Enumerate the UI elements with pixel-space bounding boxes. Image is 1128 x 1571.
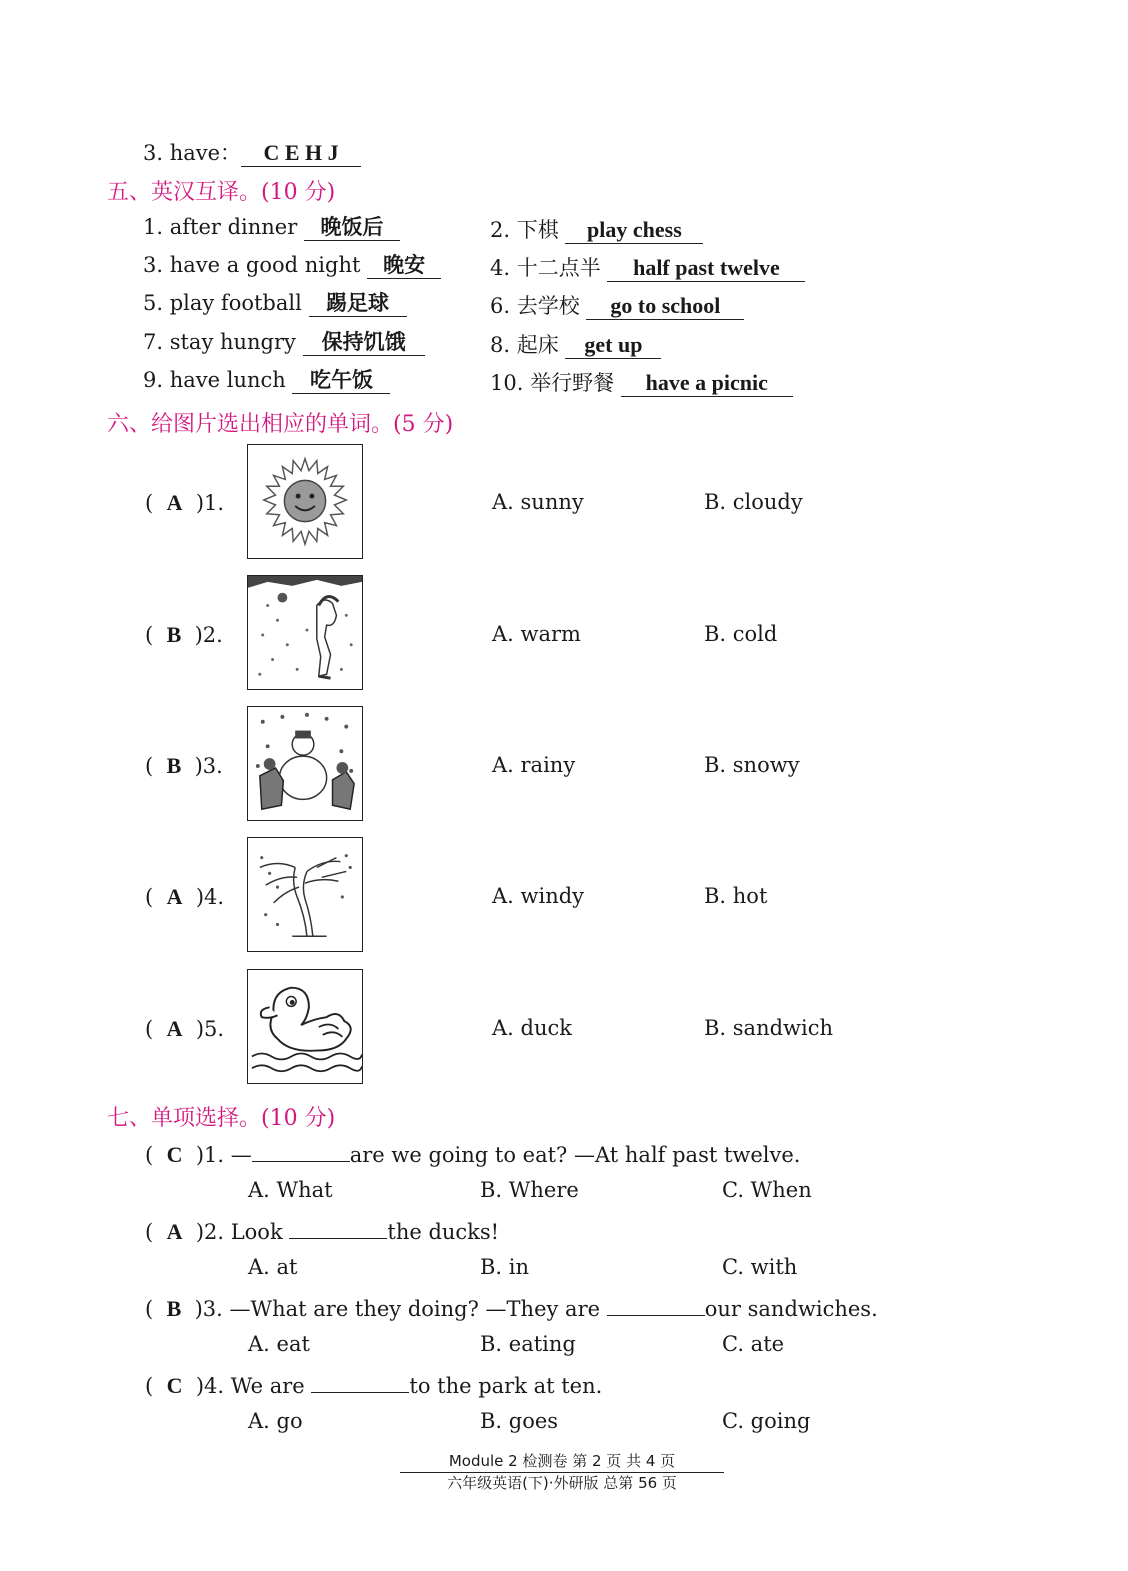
s7-q1-opt-b: B. Where (480, 1178, 579, 1202)
s6-opt-a-2: A. warm (492, 622, 581, 646)
s7-q2-pre: )2. Look (195, 1220, 283, 1244)
paren-open: ( (145, 1143, 154, 1167)
paren-open: ( (145, 885, 154, 909)
s5-q9: 9. have lunch (143, 368, 286, 392)
s6-row-3 (145, 753, 223, 779)
section6-title: 六、给图片选出相应的单词。(5 分) (107, 412, 454, 437)
s6-row-4 (145, 884, 224, 910)
snowman-icon (247, 706, 363, 821)
s7-q4-opt-b: B. goes (480, 1409, 559, 1433)
s7-answer-2: A (166, 1219, 183, 1244)
s5-a4: half past twelve (607, 255, 805, 282)
s6-num-2: )2. (194, 623, 223, 647)
s5-a6: go to school (586, 293, 744, 320)
s5-item-6 (490, 290, 744, 320)
paren-open: ( (145, 1220, 154, 1244)
s7-q4 (145, 1370, 602, 1399)
s6-row-2 (145, 622, 223, 648)
s6-num-1: )1. (195, 491, 225, 515)
s7-q1-pre: )1. — (195, 1143, 252, 1167)
s5-q5: 5. play football (143, 291, 302, 315)
s5-a5: 踢足球 (309, 290, 407, 317)
footer-line1: Module 2 检测卷 第 2 页 共 4 页 (400, 1450, 724, 1473)
s6-num-4: )4. (195, 885, 225, 909)
blank (311, 1370, 409, 1393)
s6-opt-b-2: B. cold (704, 622, 778, 646)
s7-q2-opt-a: A. at (248, 1255, 298, 1279)
s7-q2 (145, 1216, 499, 1245)
s6-answer-3: B (166, 753, 182, 778)
s7-q1-opt-c: C. When (722, 1178, 812, 1202)
paren-open: ( (145, 754, 154, 778)
s5-a1: 晚饭后 (304, 214, 400, 241)
s7-q4-opt-c: C. going (722, 1409, 811, 1433)
s5-item-5 (143, 290, 407, 317)
paren-open: ( (145, 1374, 154, 1398)
item-have-prefix: 3. have： (143, 141, 242, 165)
s5-q10: 10. 举行野餐 (490, 371, 615, 395)
paren-open: ( (145, 1017, 154, 1041)
blank (607, 1293, 705, 1316)
s7-answer-3: B (166, 1296, 182, 1321)
s5-q8: 8. 起床 (490, 333, 559, 357)
s5-item-7 (143, 329, 425, 356)
s7-answer-1: C (166, 1142, 183, 1167)
blank (252, 1139, 350, 1162)
item-have (143, 137, 361, 167)
s5-q3: 3. have a good night (143, 253, 361, 277)
s7-q3-opt-c: C. ate (722, 1332, 785, 1356)
s7-q3-pre: )3. —What are they doing? —They are (194, 1297, 601, 1321)
s5-a7: 保持饥饿 (303, 329, 425, 356)
snow-scene-icon (247, 575, 363, 690)
s6-answer-5: A (166, 1016, 183, 1041)
s6-opt-a-4: A. windy (492, 884, 585, 908)
s7-q1 (145, 1139, 800, 1168)
s5-a8: get up (565, 332, 661, 359)
duck-icon (247, 969, 363, 1084)
s5-item-3 (143, 252, 441, 279)
s5-item-8 (490, 329, 661, 359)
sun-icon (247, 444, 363, 559)
s7-q4-pre: )4. We are (195, 1374, 305, 1398)
section5-title: 五、英汉互译。(10 分) (107, 180, 336, 205)
s5-a9: 吃午饭 (292, 367, 390, 394)
s6-num-3: )3. (194, 754, 223, 778)
s5-q7: 7. stay hungry (143, 330, 296, 354)
s7-q1-post: are we going to eat? —At half past twelve. (349, 1143, 801, 1167)
s5-a2: play chess (565, 217, 703, 244)
s7-q4-post: to the park at ten. (409, 1374, 603, 1398)
paren-open: ( (145, 1297, 154, 1321)
s5-q1: 1. after dinner (143, 215, 298, 239)
s6-answer-4: A (166, 884, 183, 909)
s5-item-9 (143, 367, 390, 394)
s5-q4: 4. 十二点半 (490, 256, 601, 280)
s6-opt-a-1: A. sunny (492, 490, 584, 514)
s5-a10: have a picnic (621, 370, 793, 397)
s7-q2-post: the ducks! (387, 1220, 500, 1244)
footer-line2: 六年级英语(下)·外研版 总第 56 页 (447, 1474, 677, 1492)
paren-open: ( (145, 623, 154, 647)
s6-opt-b-3: B. snowy (704, 753, 800, 777)
s6-row-1 (145, 490, 224, 516)
s6-answer-1: A (166, 490, 183, 515)
blank (289, 1216, 387, 1239)
s5-a3: 晚安 (367, 252, 441, 279)
s5-q6: 6. 去学校 (490, 294, 580, 318)
s7-q3-post: our sandwiches. (704, 1297, 878, 1321)
s6-opt-b-5: B. sandwich (704, 1016, 834, 1040)
s7-q2-opt-c: C. with (722, 1255, 798, 1279)
s6-answer-2: B (166, 622, 182, 647)
s6-num-5: )5. (195, 1017, 225, 1041)
s7-q3 (145, 1293, 878, 1322)
s6-opt-a-3: A. rainy (492, 753, 576, 777)
s6-row-5 (145, 1016, 224, 1042)
section7-title: 七、单项选择。(10 分) (107, 1106, 336, 1131)
s6-opt-a-5: A. duck (492, 1016, 572, 1040)
s5-item-4 (490, 252, 805, 282)
s5-item-2 (490, 214, 703, 244)
paren-open: ( (145, 491, 154, 515)
s7-q1-opt-a: A. What (248, 1178, 333, 1202)
windy-tree-icon (247, 837, 363, 952)
s7-q4-opt-a: A. go (248, 1409, 303, 1433)
s7-q3-opt-a: A. eat (248, 1332, 310, 1356)
s5-item-10 (490, 367, 793, 397)
s7-q3-opt-b: B. eating (480, 1332, 576, 1356)
s5-q2: 2. 下棋 (490, 218, 559, 242)
s6-opt-b-1: B. cloudy (704, 490, 803, 514)
item-have-answer: C E H J (241, 140, 361, 167)
s7-answer-4: C (166, 1373, 183, 1398)
s5-item-1 (143, 214, 400, 241)
s7-q2-opt-b: B. in (480, 1255, 530, 1279)
s6-opt-b-4: B. hot (704, 884, 768, 908)
